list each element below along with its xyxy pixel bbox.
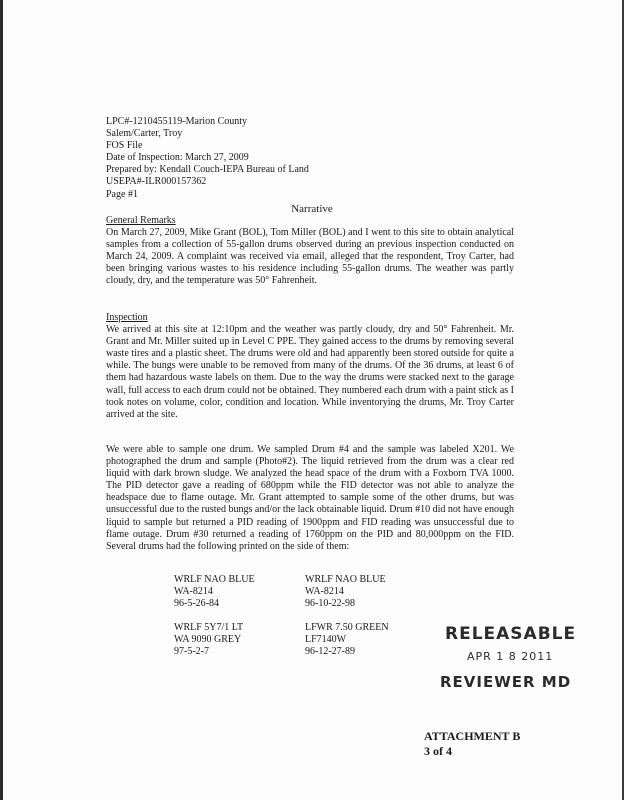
general-remarks-section [106, 215, 514, 288]
drum-label-line: LFWR 7.50 GREEN [305, 622, 389, 633]
narrative-title: Narrative [291, 203, 333, 215]
attachment-label: ATTACHMENT B [424, 729, 521, 743]
drum-label-line: WA 9090 GREY [174, 634, 242, 646]
header-page-number: Page #1 [106, 188, 138, 200]
sampling-body: We were able to sample one drum. We sampled Drum #4 and the sample was labeled X201. We photographed the drum and sample (Photo#2). The liquid retrieved from the drum was a clear red liquid with dark brown sludge. We analyzed the head space of the drum with a Foxborn TVA 1000. The PID detector gave a reading of 680ppm while the FID detector was not able to analyze the headspace due to flame outage. Mr. Grant attempted to sample some of the other drums, but was unsuccessful due to the rusted bungs and/or the lack obtainable liquid. Drum #10 did not have enough liquid to sample but returned a PID reading of 1900ppm and FID reading was unsuccessful due to flame outage. Drum #30 returned a reading of 1760ppm on the PID and 80,000ppm on the FID. Several drums had the following printed on the side of them: [106, 444, 514, 552]
scan-edge-left [0, 0, 3, 800]
document-header [106, 116, 309, 201]
drum-label-3 [174, 622, 243, 658]
header-inspection-date: Date of Inspection: March 27, 2009 [106, 152, 249, 164]
header-file-type: FOS File [106, 140, 143, 152]
drum-label-2 [305, 574, 386, 610]
header-site-name: Salem/Carter, Troy [106, 128, 183, 140]
header-lpc-number: LPC#-1210455119-Marion County [106, 116, 248, 127]
attachment-label-block [424, 729, 520, 759]
inspection-section [106, 312, 514, 421]
reviewer-stamp: REVIEWER MD [440, 673, 572, 691]
inspection-body: We arrived at this site at 12:10pm and the weather was partly cloudy, dry and 50° Fahrenheit. Mr. Grant and Mr. Miller suited up in Level C PPE. They gained access to the drums by removing several waste tires and a plastic sheet. The drums were old and had apparently been stored outside for quite a while. The bungs were unable to be removed from many of the drums. Of the 36 drums, at least 6 of them had hazardous waste labels on them. Due to the way the drums were stacked next to the garage wall, full access to each drum could not be obtained. They numbered each drum with a paint stick as I took notes on volume, color, condition and location. While inventorying the drums, Mr. Troy Carter arrived at the site. [106, 324, 514, 420]
drum-label-line: 97-5-2-7 [174, 646, 209, 658]
drum-label-4 [305, 622, 389, 658]
drum-label-line: WRLF NAO BLUE [174, 574, 255, 585]
drum-label-line: 96-5-26-84 [174, 598, 219, 610]
drum-label-line: 96-12-27-89 [305, 646, 355, 658]
release-date-stamp: APR 1 8 2011 [467, 650, 554, 663]
drum-label-line: WRLF 5Y7/1 LT [174, 622, 244, 633]
general-remarks-heading: General Remarks [106, 215, 176, 226]
sampling-section [106, 444, 514, 553]
drum-label-line: 96-10-22-98 [305, 598, 355, 610]
header-prepared-by: Prepared by: Kendall Couch-IEPA Bureau of Land [106, 164, 309, 176]
drum-label-1 [174, 574, 255, 610]
header-usepa-number: USEPA#-ILR000157362 [106, 176, 207, 188]
attachment-page-count: 3 of 4 [424, 744, 452, 758]
drum-label-line: WA-8214 [305, 586, 344, 598]
inspection-heading: Inspection [106, 312, 148, 323]
drum-label-line: LF7140W [305, 634, 347, 646]
general-remarks-body: On March 27, 2009, Mike Grant (BOL), Tom Miller (BOL) and I went to this site to obtain analytical samples from a collection of 55-gallon drums observed during an previous inspection conducted on March 24, 2009. A complaint was received via email, alleged that the respondent, Troy Carter, had been bringing various wastes to his residence including 55-gallon drums. The weather was partly cloudy, dry, and the temperature was 50° Fahrenheit. [106, 227, 514, 287]
releasable-stamp: RELEASABLE [445, 624, 577, 644]
drum-label-line: WRLF NAO BLUE [305, 574, 386, 585]
drum-label-line: WA-8214 [174, 586, 213, 598]
